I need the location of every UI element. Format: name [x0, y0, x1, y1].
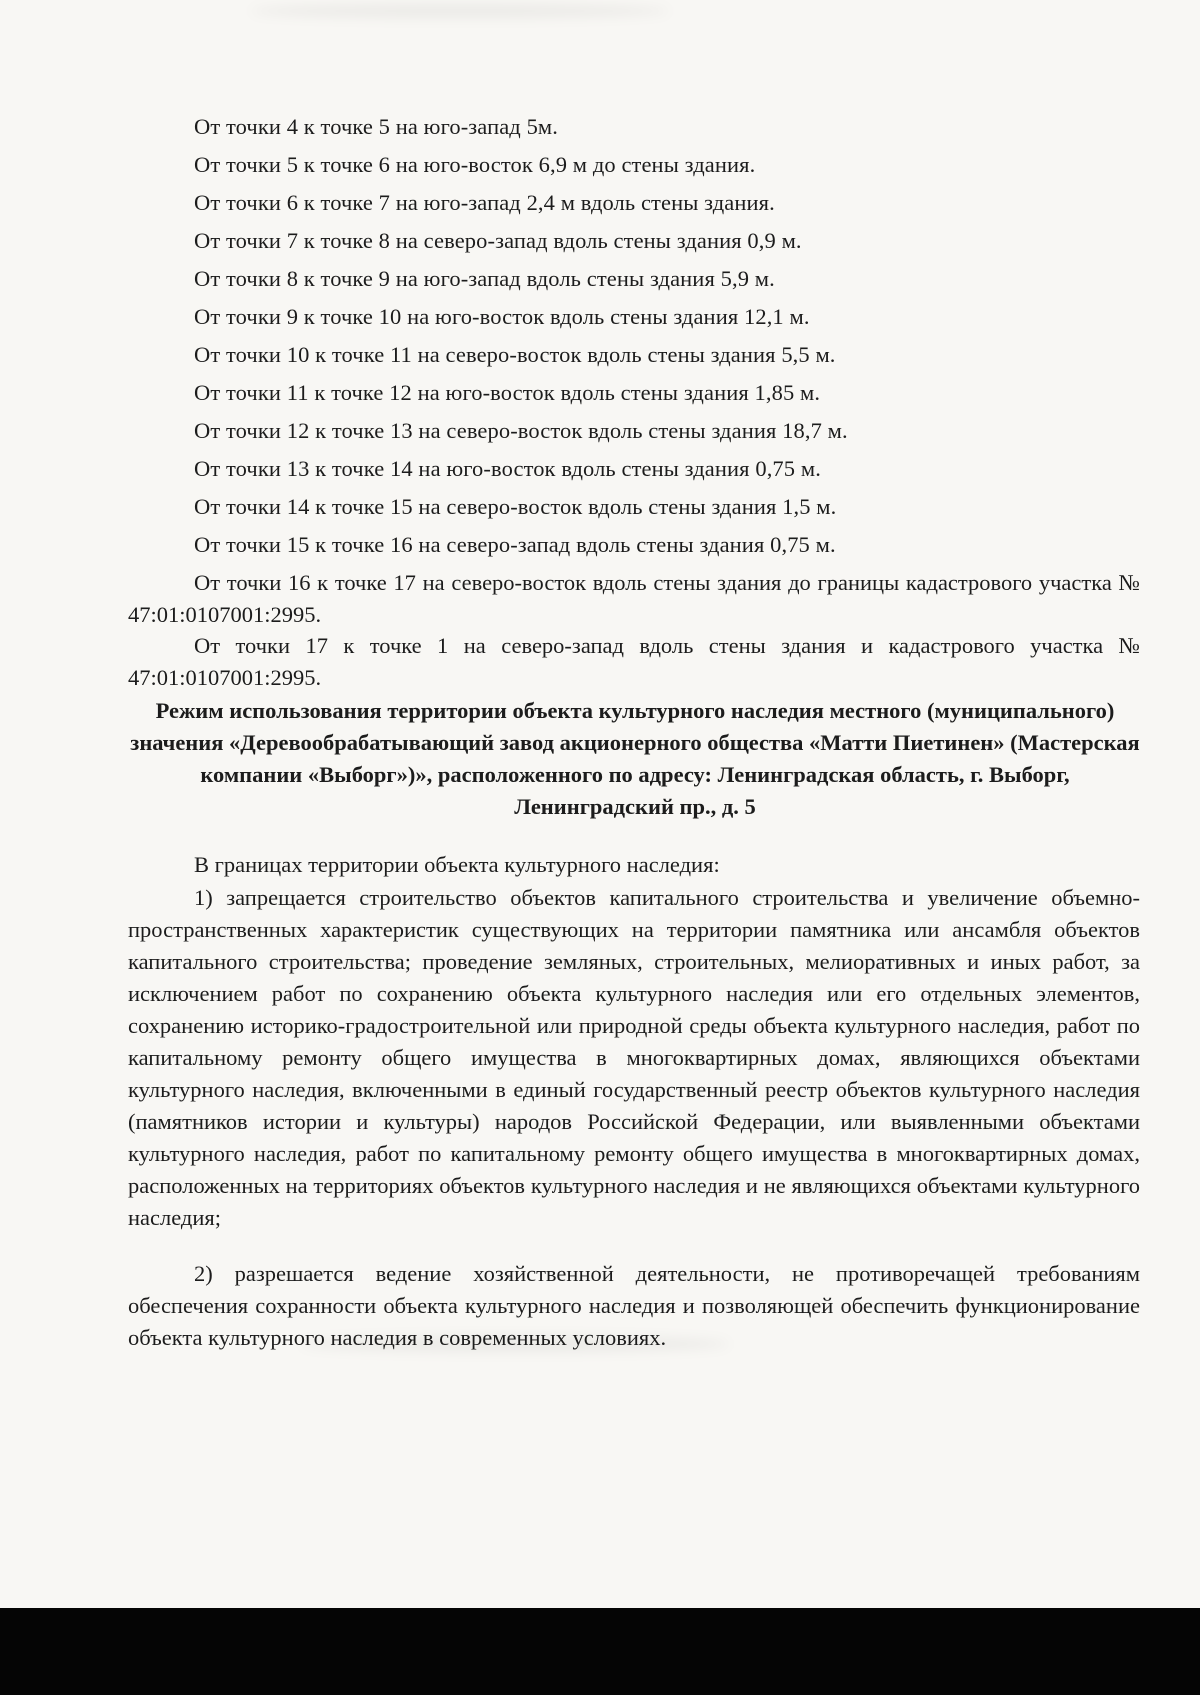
intro-paragraph: В границах территории объекта культурного наследия:	[194, 852, 720, 877]
scan-smudge	[250, 4, 670, 18]
boundary-line: От точки 6 к точке 7 на юго-запад 2,4 м вдоль стены здания.	[194, 190, 775, 215]
boundary-line: От точки 14 к точке 15 на северо-восток вдоль стены здания 1,5 м.	[194, 494, 837, 519]
regulation-item-2: 2) разрешается ведение хозяйственной деятельности, не противоречащей требованиям обеспечения сохранности объекта культурного наследия и позволяющей обеспечить функционирование объекта культурного наследия в современных условиях.	[128, 1261, 1140, 1350]
regulation-item-1: 1) запрещается строительство объектов капитального строительства и увеличение объемно-пространственных характеристик существующих на территории памятника или ансамбля объектов капитального строительства; проведение земляных, строительных, мелиоративных и иных работ, за исключением работ по сохранению объекта культурного наследия или его отдельных элементов, сохранению историко-градостроительной или природной среды объекта культурного наследия, работ по капитальному ремонту общего имущества в многоквартирных домах, являющихся объектами культурного наследия, включенными в единый государственный реестр объектов культурного наследия (памятников истории и культуры) народов Российской Федерации, или выявленными объектами культурного наследия, работ по капитальному ремонту общего имущества в многоквартирных домах, расположенных на территориях объектов культурного наследия и не являющихся объектами культурного наследия;	[128, 885, 1140, 1230]
scan-bottom-band	[0, 1608, 1200, 1695]
section-heading: Режим использования территории объекта культурного наследия местного (муниципального) значения «Деревообрабатывающий завод акционерного общества «Матти Пиетинен» (Мастерская компании «Выборг»)», расположенного по адресу: Ленинградская область, г. Выборг, Ленинградский пр., д. 5	[130, 698, 1140, 819]
boundary-paragraph-17-1: От точки 17 к точке 1 на северо-запад вдоль стены здания и кадастрового участка № 47:01:0107001:2995.	[128, 633, 1140, 690]
boundary-line: От точки 5 к точке 6 на юго-восток 6,9 м до стены здания.	[194, 152, 756, 177]
boundary-line: От точки 8 к точке 9 на юго-запад вдоль стены здания 5,9 м.	[194, 266, 775, 291]
boundary-line: От точки 15 к точке 16 на северо-запад вдоль стены здания 0,75 м.	[194, 532, 836, 557]
boundary-line: От точки 12 к точке 13 на северо-восток вдоль стены здания 18,7 м.	[194, 418, 848, 443]
boundary-line: От точки 4 к точке 5 на юго-запад 5м.	[194, 114, 558, 139]
boundary-line: От точки 9 к точке 10 на юго-восток вдоль стены здания 12,1 м.	[194, 304, 810, 329]
boundary-line: От точки 7 к точке 8 на северо-запад вдоль стены здания 0,9 м.	[194, 228, 802, 253]
boundary-line: От точки 11 к точке 12 на юго-восток вдоль стены здания 1,85 м.	[194, 380, 821, 405]
boundary-line: От точки 10 к точке 11 на северо-восток вдоль стены здания 5,5 м.	[194, 342, 836, 367]
boundary-paragraph-16-17: От точки 16 к точке 17 на северо-восток вдоль стены здания до границы кадастрового участка № 47:01:0107001:2995.	[128, 570, 1140, 627]
boundary-line: От точки 13 к точке 14 на юго-восток вдоль стены здания 0,75 м.	[194, 456, 821, 481]
